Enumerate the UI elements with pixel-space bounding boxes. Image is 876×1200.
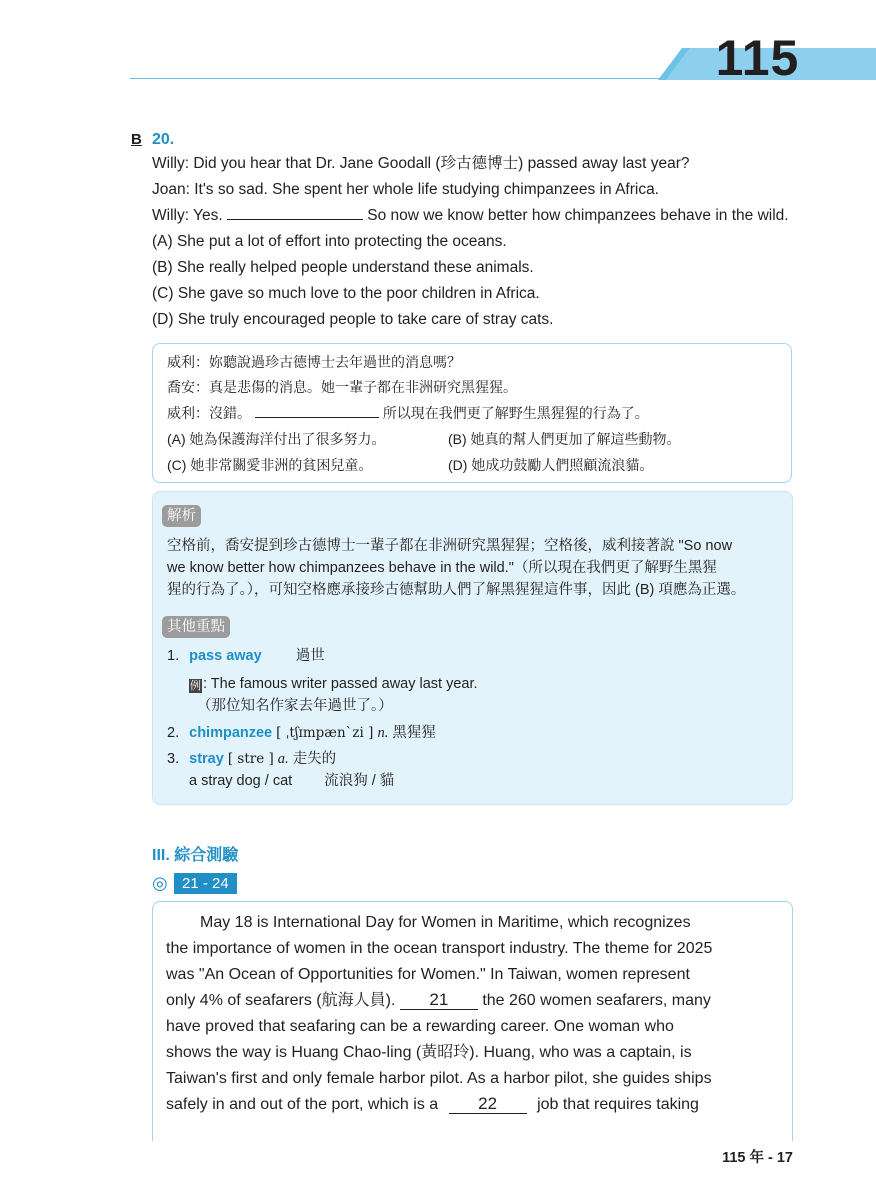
analysis-line-1: 空格前，喬安提到珍古德博士一輩子都在非洲研究黑猩猩；空格後，威利接著說 "So now xyxy=(167,538,733,554)
translation-line-1: 威利：妳聽說過珍古德博士去年過世的消息嗎？ xyxy=(167,354,461,370)
translation-option-d: (D) 她成功鼓勵人們照顧流浪貓。 xyxy=(448,457,654,473)
passage-line-8-pre: safely in and out of the port, which is a xyxy=(166,1096,439,1113)
translation-blank xyxy=(255,417,379,418)
passage-line-5: have proved that seafaring can be a rewarding career. One woman who xyxy=(166,1018,674,1035)
blank-21: 21 xyxy=(400,991,478,1010)
bullseye-icon: ◎ xyxy=(152,873,168,893)
stray-example-meaning: 流浪狗 / 貓 xyxy=(324,773,395,789)
translation-line-3-pre: 威利：沒錯。 xyxy=(167,405,251,421)
analysis-line-2: we know better how chimpanzees behave in the wild."（所以現在我們更了解野生黑猩 xyxy=(167,560,717,576)
option-c: (C) She gave so much love to the poor children in Africa. xyxy=(152,285,540,302)
answer-blank xyxy=(227,219,363,220)
translation-line-3-post: 所以現在我們更了解野生黑猩猩的行為了。 xyxy=(382,405,649,421)
passage-line-8 xyxy=(166,1095,780,1115)
vocab-item-3 xyxy=(167,749,336,769)
vocab-word: stray xyxy=(189,751,224,767)
vocab-meaning: 黑猩猩 xyxy=(392,725,436,741)
translation-line-2: 喬安：真是悲傷的消息。她一輩子都在非洲研究黑猩猩。 xyxy=(167,379,517,395)
passage-line-4-post: the 260 women seafarers, many xyxy=(482,992,711,1009)
dialogue-line-2: Joan: It's so sad. She spent her whole life studying chimpanzees in Africa. xyxy=(152,181,659,198)
passage-line-2: the importance of women in the ocean transport industry. The theme for 2025 xyxy=(166,940,713,957)
passage-line-1: May 18 is International Day for Women in Maritime, which recognizes xyxy=(200,914,691,931)
option-a: (A) She put a lot of effort into protecting the oceans. xyxy=(152,233,507,250)
vocab-number: 2. xyxy=(167,725,180,741)
example-text: : The famous writer passed away last year. xyxy=(203,676,478,692)
question-range: 21 - 24 xyxy=(174,873,237,894)
vocab-word: pass away xyxy=(189,648,262,664)
vocab-phonetic: [ ˌtʃɪmpænˋzi ] xyxy=(276,725,374,741)
translation-option-b: (B) 她真的幫人們更加了解這些動物。 xyxy=(448,431,681,447)
passage-line-4 xyxy=(166,991,780,1011)
vocab-item-2 xyxy=(167,723,436,743)
analysis-tag: 解析 xyxy=(162,505,201,527)
option-d: (D) She truly encouraged people to take care of stray cats. xyxy=(152,311,554,328)
passage-line-6: shows the way is Huang Chao-ling (黃昭玲). Huang, who was a captain, is xyxy=(166,1044,692,1061)
passage-line-3: was "An Ocean of Opportunities for Women." In Taiwan, women represent xyxy=(166,966,690,983)
vocab-pos: a. xyxy=(277,751,289,767)
passage-line-8-post: job that requires taking xyxy=(537,1096,699,1113)
section-title: III. 綜合測驗 xyxy=(152,847,239,864)
dialogue-line-3-pre: Willy: Yes. xyxy=(152,207,223,224)
vocab-meaning: 走失的 xyxy=(292,751,337,767)
vocab-item-1 xyxy=(167,646,325,666)
question-number: 20. xyxy=(152,131,175,148)
stray-example xyxy=(189,771,394,791)
example-icon: 例 xyxy=(190,680,201,692)
option-b: (B) She really helped people understand these animals. xyxy=(152,259,534,276)
example-sentence xyxy=(189,674,478,694)
vocab-number: 3. xyxy=(167,751,180,767)
analysis-line-3: 猩的行為了。），可知空格應承接珍古德幫助人們了解黑猩猩這件事，因此 (B) 項應為正選。 xyxy=(167,582,746,598)
blank-22: 22 xyxy=(449,1095,527,1114)
vocab-word: chimpanzee xyxy=(189,725,273,741)
example-translation: （那位知名作家去年過世了。） xyxy=(197,698,393,714)
other-points-tag: 其他重點 xyxy=(162,616,230,638)
vocab-pos: n. xyxy=(377,725,389,741)
dialogue-line-1: Willy: Did you hear that Dr. Jane Goodall (珍古德博士) passed away last year? xyxy=(152,155,690,172)
vocab-number: 1. xyxy=(167,648,180,664)
passage-line-7: Taiwan's first and only female harbor pilot. As a harbor pilot, she guides ships xyxy=(166,1070,712,1087)
header-page-number: 115 xyxy=(715,30,800,86)
dialogue-line-3 xyxy=(152,206,789,226)
footer-page-label: 115 年 - 17 xyxy=(722,1150,793,1166)
stray-example-text: a stray dog / cat xyxy=(189,773,293,789)
dialogue-line-3-post: So now we know better how chimpanzees behave in the wild. xyxy=(367,207,789,224)
vocab-phonetic: [ stre ] xyxy=(227,751,274,767)
answer-key: B xyxy=(131,131,142,148)
passage-line-4-pre: only 4% of seafarers (航海人員). xyxy=(166,992,396,1009)
vocab-meaning: 過世 xyxy=(295,648,325,664)
translation-option-c: (C) 她非常關愛非洲的貧困兒童。 xyxy=(167,457,373,473)
translation-line-3 xyxy=(167,404,649,422)
translation-option-a: (A) 她為保護海洋付出了很多努力。 xyxy=(167,431,386,447)
